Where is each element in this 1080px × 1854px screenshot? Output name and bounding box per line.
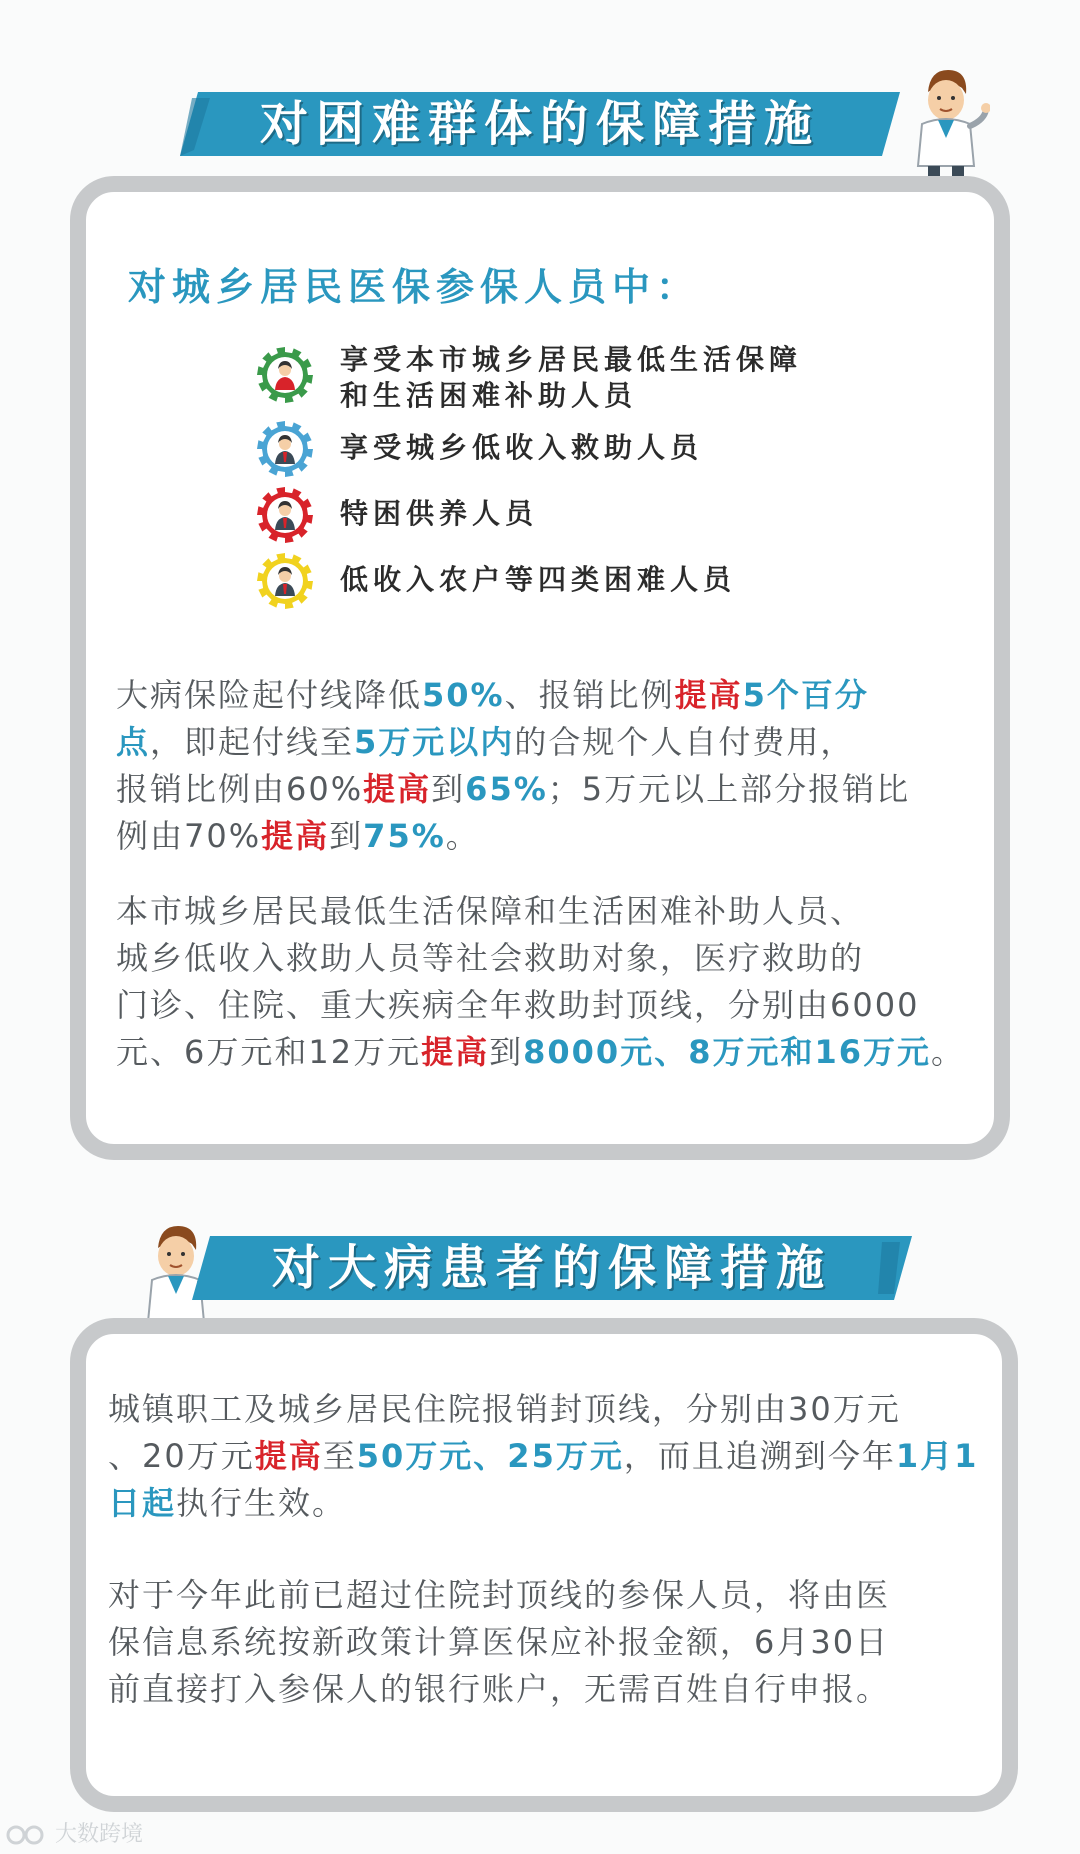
paragraph-segment: 提高: [254, 1437, 323, 1475]
paragraph-segment: 对于今年此前已超过住院封顶线的参保人员，将由医: [108, 1576, 891, 1614]
paragraph-segment: 提高: [363, 770, 432, 808]
paragraph-line: [108, 1666, 890, 1713]
paragraph-segment: 城镇职工及城乡居民住院报销封顶线，分别由30万元: [108, 1390, 901, 1428]
paragraph-segment: 到: [489, 1033, 524, 1071]
paragraph-segment: 、20万元: [108, 1437, 255, 1475]
paragraph-line: [116, 766, 910, 813]
paragraph-segment: 5个百分: [742, 676, 869, 714]
paragraph-segment: 的合规个人自付费用，: [514, 723, 855, 761]
section1-title: 对困难群体的保障措施: [259, 96, 820, 152]
paragraph-segment: 50%: [422, 676, 505, 714]
paragraph-segment: 前直接打入参保人的银行账户，无需百姓自行申报。: [108, 1670, 891, 1708]
paragraph-segment: 、报销比例: [504, 676, 675, 714]
paragraph-line: [116, 813, 910, 860]
paragraph-segment: 城乡低收入救助人员等社会救助对象，医疗救助的: [116, 939, 865, 977]
section1-subhead: 对城乡居民医保参保人员中：: [128, 265, 701, 309]
section1-banner: [180, 92, 900, 156]
paragraph-line: [108, 1572, 890, 1619]
paragraph-segment: 例由70%: [116, 817, 262, 855]
paragraph-segment: 保信息系统按新政策计算医保应补报金额，6月30日: [108, 1623, 890, 1661]
paragraph-segment: ；5万元以上部分报销比: [547, 770, 911, 808]
paragraph-segment: 日起: [108, 1484, 177, 1522]
paragraph-segment: 大病保险起付线降低: [116, 676, 423, 714]
paragraph-segment: 本市城乡居民最低生活保障和生活困难补助人员、: [116, 892, 865, 930]
male-person-gear-icon: [256, 486, 314, 544]
group-label-line: 享受城乡低收入救助人员: [340, 431, 704, 464]
male-person-gear-icon: [256, 420, 314, 478]
paragraph-segment: 到: [431, 770, 466, 808]
paragraph-segment: ，而且追溯到今年: [623, 1437, 896, 1475]
group-label: [340, 342, 802, 414]
group-label: [340, 562, 736, 598]
group-label-line: 特困供养人员: [340, 497, 539, 530]
paragraph-segment: 5万元以内: [354, 723, 515, 761]
paragraph-line: [116, 1029, 965, 1076]
paragraph-segment: 8000元、8万元和16万元: [523, 1033, 931, 1071]
paragraph-segment: 门诊、住院、重大疾病全年救助封顶线，分别由6000: [116, 986, 920, 1024]
watermark-text: 大数跨境: [55, 1822, 144, 1847]
paragraph-segment: 65%: [465, 770, 548, 808]
paragraph-line: [108, 1619, 890, 1666]
section2-title: 对大病患者的保障措施: [271, 1240, 832, 1296]
section2-paragraph-1: [108, 1386, 978, 1527]
paragraph-segment: 提高: [674, 676, 743, 714]
paragraph-segment: 。: [445, 817, 480, 855]
group-label: [340, 430, 703, 466]
section1-paragraph-2: [116, 888, 965, 1076]
paragraph-line: [116, 672, 910, 719]
paragraph-segment: 。: [931, 1033, 966, 1071]
doctor-icon: [900, 62, 990, 180]
watermark-logo-icon: [6, 1823, 48, 1847]
paragraph-line: [116, 982, 965, 1029]
paragraph-segment: 50万元、25万元: [356, 1437, 624, 1475]
group-label-line: 低收入农户等四类困难人员: [340, 563, 737, 596]
group-label: [340, 496, 538, 532]
watermark: [6, 1817, 143, 1848]
group-label-line: 和生活困难补助人员: [340, 379, 638, 412]
paragraph-segment: ，即起付线至: [150, 723, 355, 761]
paragraph-segment: 至: [322, 1437, 357, 1475]
paragraph-line: [116, 719, 910, 766]
paragraph-segment: 执行生效。: [176, 1484, 347, 1522]
paragraph-segment: 75%: [363, 817, 446, 855]
section1-paragraph-1: [116, 672, 910, 860]
section2-paragraph-2: [108, 1572, 890, 1713]
paragraph-segment: 元、6万元和12万元: [116, 1033, 422, 1071]
male-person-gear-icon: [256, 552, 314, 610]
paragraph-segment: 提高: [261, 817, 330, 855]
section2-banner: [192, 1236, 912, 1300]
paragraph-segment: 点: [116, 723, 151, 761]
paragraph-line: [108, 1386, 978, 1433]
paragraph-line: [116, 935, 965, 982]
paragraph-line: [108, 1480, 978, 1527]
paragraph-segment: 报销比例由60%: [116, 770, 364, 808]
paragraph-segment: 提高: [421, 1033, 490, 1071]
group-label-line: 享受本市城乡居民最低生活保障: [340, 343, 803, 376]
paragraph-segment: 到: [329, 817, 364, 855]
paragraph-line: [108, 1433, 978, 1480]
paragraph-line: [116, 888, 965, 935]
female-person-gear-icon: [256, 346, 314, 404]
paragraph-segment: 1月1: [895, 1437, 979, 1475]
